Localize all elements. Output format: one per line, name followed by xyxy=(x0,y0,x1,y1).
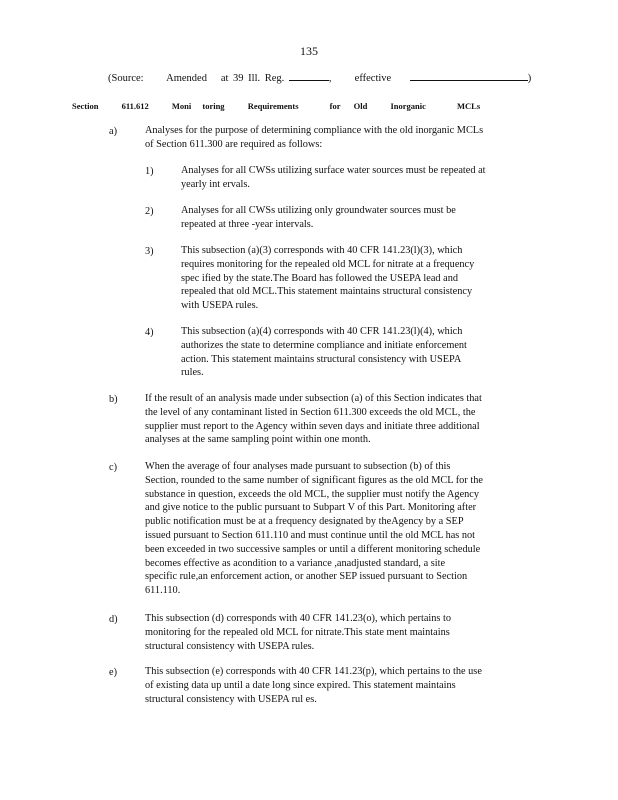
source-amended: Amended xyxy=(166,73,207,84)
section-title-part: for xyxy=(329,101,341,111)
item-label-e: e) xyxy=(109,667,117,678)
text-line: This subsection (e) corresponds with 40 CFR 141.23(p), which pertains to the use xyxy=(145,666,482,677)
text-line: becomes effective as acondition to a variance ,anadjusted standard, a site xyxy=(145,557,446,569)
text-line: and give notice to the public pursuant to Subpart V of this Part. Monitoring after xyxy=(145,502,477,514)
text-line: monitoring for the repealed old MCL for nitrate.This state ment maintains xyxy=(145,626,450,638)
subitem-label-a2: 2) xyxy=(145,206,154,217)
text-line: spec ified by the state.The Board has followed the USEPA lead and xyxy=(181,272,458,284)
source-effective: effective xyxy=(354,73,392,84)
item-b-text xyxy=(145,392,482,447)
text-line: This subsection (a)(4) corresponds with 40 CFR 141.23(l)(4), which xyxy=(181,326,463,337)
effective-date-blank xyxy=(410,71,528,81)
text-line: When the average of four analyses made pursuant to subsection (b) of this xyxy=(145,461,451,472)
section-title-part: toring xyxy=(202,101,225,111)
text-line: with USEPA rules. xyxy=(181,300,259,312)
subitem-label-a4: 4) xyxy=(145,327,154,338)
item-d-text xyxy=(145,612,451,653)
section-heading xyxy=(72,101,498,111)
text-line: action. This statement maintains structural consistency with USEPA xyxy=(181,353,462,365)
source-comma: , xyxy=(328,73,332,84)
section-title-part: Old xyxy=(353,101,368,111)
subitem-a3-text xyxy=(181,244,474,313)
text-line: been exceeded in two successive samples or until a different monitoring schedule xyxy=(145,543,481,555)
text-line: structural consistency with USEPA rules. xyxy=(145,640,315,652)
item-label-c: c) xyxy=(109,462,117,473)
text-line: This subsection (a)(3) corresponds with 40 CFR 141.23(l)(3), which xyxy=(181,245,463,256)
text-line: Analyses for all CWSs utilizing surface water sources must be repeated at xyxy=(181,165,486,176)
section-number: 611.612 xyxy=(121,101,149,111)
text-line: of existing data up until a date long since expired. This statement maintains xyxy=(145,679,456,691)
text-line: Section, rounded to the same number of significant figures as the old MCL for the xyxy=(145,474,483,486)
text-line: substance in question, exceeds the old MCL, the supplier must notify the Agency xyxy=(145,488,480,500)
source-note xyxy=(108,71,531,84)
text-line: repealed that old MCL.This statement maintains structural consistency xyxy=(181,286,473,298)
source-prefix: (Source: xyxy=(108,73,144,84)
text-line: If the result of an analysis made under subsection (a) of this Section indicates that xyxy=(145,393,482,404)
section-title-part: Inorganic xyxy=(390,101,426,111)
page-number: 135 xyxy=(300,44,318,58)
text-line: rules. xyxy=(181,367,204,379)
section-title-part: Requirements xyxy=(247,101,299,111)
subitem-a1-text xyxy=(181,164,486,192)
register-page-blank xyxy=(289,71,329,81)
source-register: at 39 Ill. Reg. xyxy=(220,73,285,84)
item-label-a: a) xyxy=(109,126,117,137)
text-line: requires monitoring for the repealed old MCL for nitrate at a frequency xyxy=(181,258,475,270)
subitem-label-a1: 1) xyxy=(145,166,154,177)
text-line: authorizes the state to determine compliance and initiate enforcement xyxy=(181,339,467,351)
item-label-d: d) xyxy=(109,614,118,625)
text-line: structural consistency with USEPA rul es. xyxy=(145,693,317,705)
text-line: Analyses for all CWSs utilizing only groundwater sources must be xyxy=(181,205,456,216)
text-line: repeated at three -year intervals. xyxy=(181,218,314,230)
text-line: 611.110. xyxy=(145,585,181,597)
text-line: the level of any contaminant listed in Section 611.300 exceeds the old MCL, the xyxy=(145,406,476,418)
item-a-text xyxy=(145,124,483,152)
item-label-b: b) xyxy=(109,394,118,405)
text-line: issued pursuant to Section 611.110 and must continue until the old MCL has not xyxy=(145,529,476,541)
text-line: specific rule,an enforcement action, or another SEP issued pursuant to Section xyxy=(145,571,468,583)
item-c-text xyxy=(145,460,483,598)
text-line: supplier must report to the Agency within seven days and initiate three additional xyxy=(145,420,480,432)
subitem-a4-text xyxy=(181,325,467,380)
section-title-part: MCLs xyxy=(457,101,481,111)
source-suffix: ) xyxy=(527,73,532,84)
text-line: yearly int ervals. xyxy=(181,178,250,190)
text-line: of Section 611.300 are required as follows: xyxy=(145,138,323,150)
item-e-text xyxy=(145,665,482,706)
section-word: Section xyxy=(72,101,99,111)
text-line: public notification must be at a frequency designated by theAgency by a SEP xyxy=(145,516,464,528)
section-title-part: Moni xyxy=(171,101,192,111)
subitem-a2-text xyxy=(181,204,456,232)
text-line: Analyses for the purpose of determining compliance with the old inorganic MCLs xyxy=(145,125,484,136)
subitem-label-a3: 3) xyxy=(145,246,154,257)
text-line: analyses at the same sampling point within one month. xyxy=(145,434,371,446)
text-line: This subsection (d) corresponds with 40 CFR 141.23(o), which pertains to xyxy=(145,613,452,624)
